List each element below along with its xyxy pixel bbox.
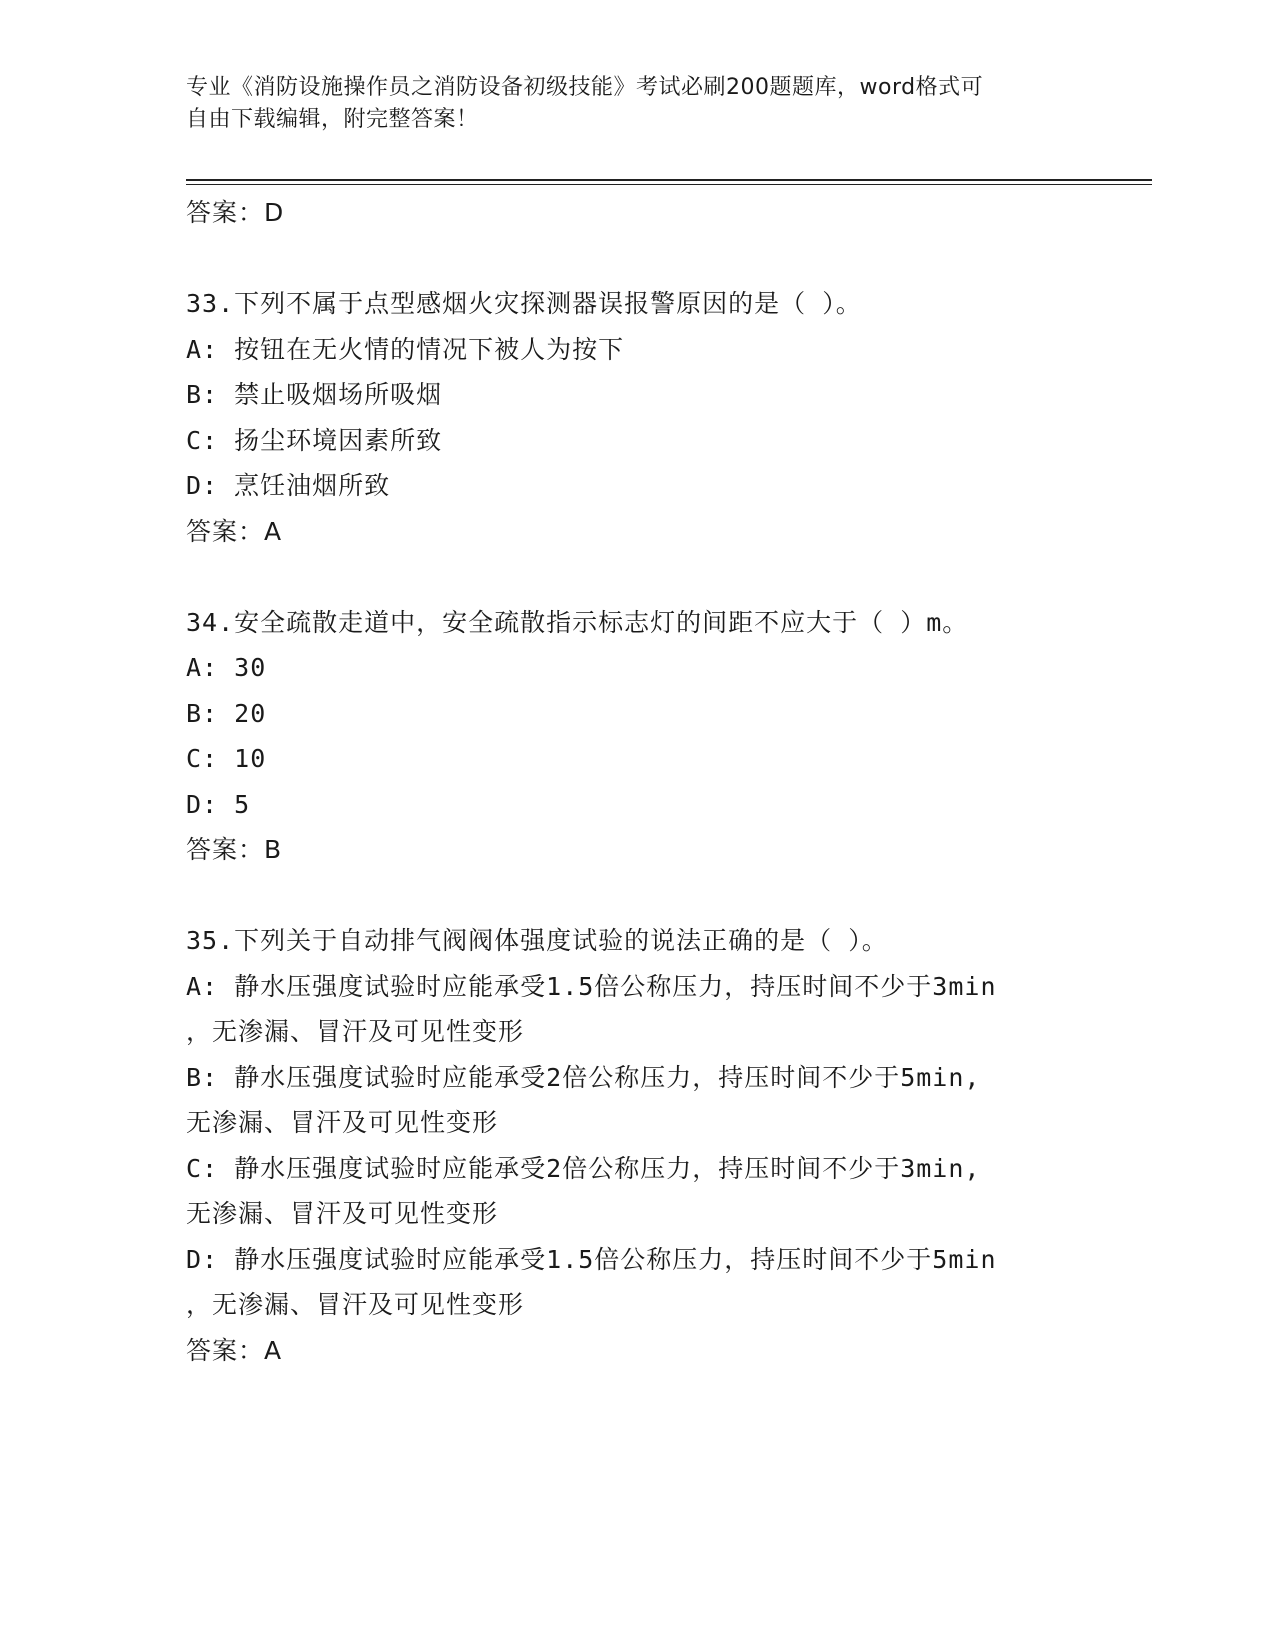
option-a: A: 30: [186, 653, 267, 682]
option-a: A: 静水压强度试验时应能承受1.5倍公称压力，持压时间不少于3min: [186, 971, 997, 1001]
option-b: B: 20: [186, 698, 267, 728]
spacer: [186, 873, 1126, 919]
question-stem: 33.下列不属于点型感烟火灾探测器误报警原因的是（ ）。: [186, 289, 862, 318]
option-d: D: 烹饪油烟所致: [186, 471, 391, 500]
option-c: C: 静水压强度试验时应能承受2倍公称压力，持压时间不少于3min,: [186, 1153, 981, 1183]
question-stem: 35.下列关于自动排气阀阀体强度试验的说法正确的是（ ）。: [186, 926, 888, 955]
answer-line: 答案：B: [186, 835, 283, 864]
header-line-1: 专业《消防设施操作员之消防设备初级技能》考试必刷200题题库，word格式可: [186, 75, 984, 100]
spacer: [186, 236, 1126, 282]
question-33: [186, 281, 1126, 554]
option-b: B: 静水压强度试验时应能承受2倍公称压力，持压时间不少于5min,: [186, 1062, 981, 1092]
question-list: [186, 190, 1126, 1373]
header-line-2: 自由下载编辑，附完整答案！: [186, 107, 479, 132]
option-d-continuation: ，无渗漏、冒汗及可见性变形: [186, 1290, 525, 1319]
option-d: D: 5: [186, 789, 251, 819]
option-c: C: 扬尘环境因素所致: [186, 425, 443, 455]
answer-line: 答案：A: [186, 516, 283, 546]
answer-line: 答案：A: [186, 1335, 283, 1365]
option-d: D: 静水压强度试验时应能承受1.5倍公称压力，持压时间不少于5min: [186, 1244, 997, 1274]
option-b: B: 禁止吸烟场所吸烟: [186, 380, 443, 409]
option-c: C: 10: [186, 744, 267, 773]
header-divider-thick: [186, 179, 1152, 181]
option-a-continuation: ，无渗漏、冒汗及可见性变形: [186, 1017, 525, 1046]
document-header: [186, 72, 1086, 136]
answer-line: 答案：D: [186, 198, 285, 227]
spacer: [186, 554, 1126, 600]
option-c-continuation: 无渗漏、冒汗及可见性变形: [186, 1199, 499, 1228]
option-a: A: 按钮在无火情的情况下被人为按下: [186, 334, 625, 364]
option-b-continuation: 无渗漏、冒汗及可见性变形: [186, 1108, 499, 1137]
question-35: [186, 918, 1126, 1373]
question-stem: 34.安全疏散走道中，安全疏散指示标志灯的间距不应大于（ ）m。: [186, 607, 969, 637]
header-divider-thin: [186, 184, 1152, 185]
question-34: [186, 600, 1126, 873]
